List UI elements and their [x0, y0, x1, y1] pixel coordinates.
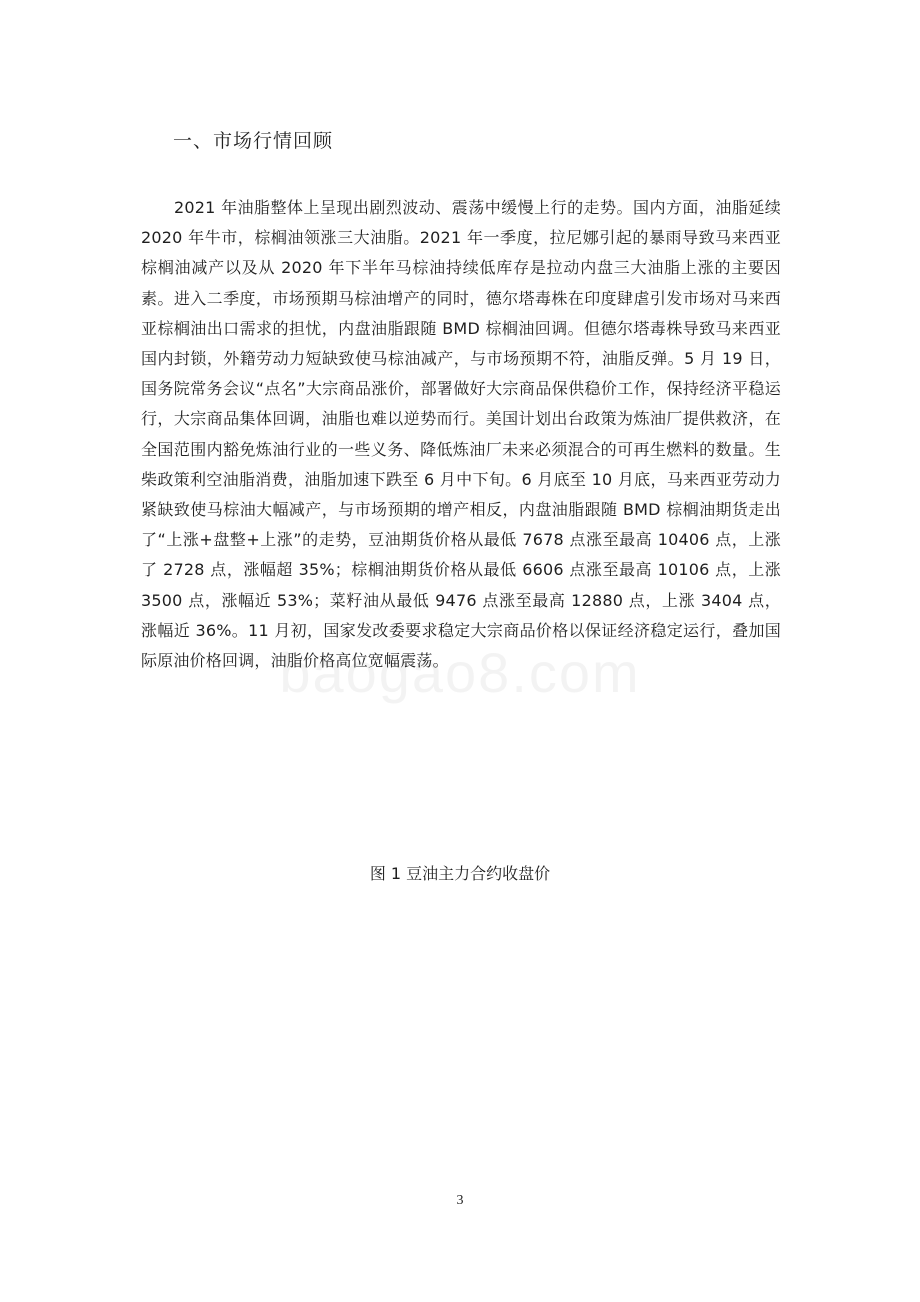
figure-caption: 图 1 豆油主力合约收盘价 [369, 864, 551, 883]
body-paragraph: 2021 年油脂整体上呈现出剧烈波动、震荡中缓慢上行的走势。国内方面，油脂延续 2020 年牛市，棕榈油领涨三大油脂。2021 年一季度，拉尼娜引起的暴雨导致马来西亚棕榈油减产以及从 2020 年下半年马棕油持续低库存是拉动内盘三大油脂上涨的主要因素。进入二季度，市场预期马棕油增产的同时，德尔塔毒株在印度肆虐引发市场对马来西亚棕榈油出口需求的担忧，内盘油脂跟随 BMD 棕榈油回调。但德尔塔毒株导致马来西亚国内封锁，外籍劳动力短缺致使马棕油减产，与市场预期不符，油脂反弹。5 月 19 日，国务院常务会议“点名”大宗商品涨价，部署做好大宗商品保供稳价工作，保持经济平稳运行，大宗商品集体回调，油脂也难以逆势而行。美国计划出台政策为炼油厂提供救济，在全国范围内豁免炼油行业的一些义务、降低炼油厂未来必须混合的可再生燃料的数量。生柴政策利空油脂消费，油脂加速下跌至 6 月中下旬。6 月底至 10 月底，马来西亚劳动力紧缺致使马棕油大幅减产，与市场预期的增产相反，内盘油脂跟随 BMD 棕榈油期货走出了“上涨+盘整+上涨”的走势，豆油期货价格从最低 7678 点涨至最高 10406 点，上涨了 2728 点，涨幅超 35%；棕榈油期货价格从最低 6606 点涨至最高 10106 点，上涨 3500 点，涨幅近 53%；菜籽油从最低 9476 点涨至最高 12880 点，上涨 3404 点，涨幅近 36%。11 月初，国家发改委要求稳定大宗商品价格以保证经济稳定运行，叠加国际原油价格回调，油脂价格高位宽幅震荡。 [141, 198, 781, 671]
section-heading: 一、市场行情回顾 [173, 130, 334, 152]
page-number: 3 [456, 1193, 464, 1208]
